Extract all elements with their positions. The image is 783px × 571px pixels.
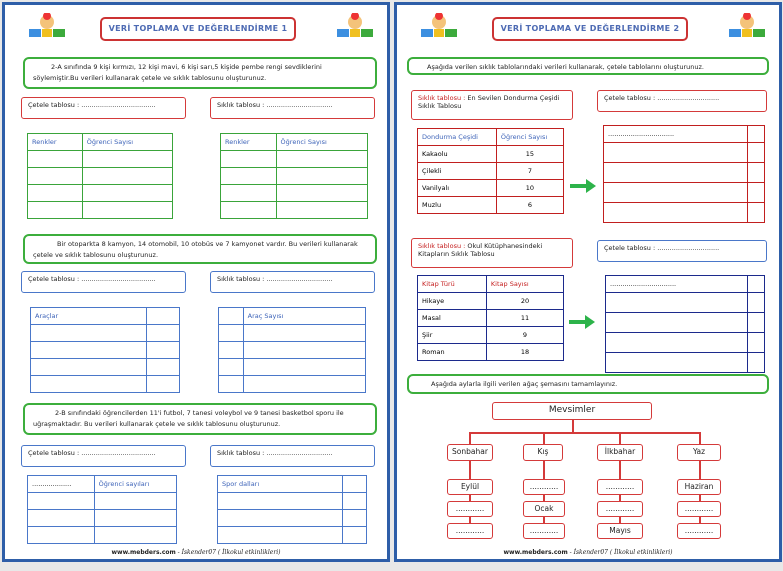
cell[interactable] — [747, 126, 764, 143]
cell[interactable] — [747, 353, 764, 373]
tree-line — [572, 420, 574, 432]
header-kitap-turu: Kitap Türü — [418, 276, 487, 293]
clown-math-icon — [335, 13, 375, 41]
row-label: Kakaolu — [418, 146, 497, 163]
row-value: 10 — [496, 180, 563, 197]
worksheet-page-1 — [2, 2, 390, 562]
cetele-table-2 — [30, 307, 180, 393]
clown-math-icon — [727, 13, 767, 41]
question-3: 2-B sınıfındaki öğrencilerden 11'i futbol, 7 tanesi voleybol ve 9 tanesi basketbol sporu ile uğraşmaktadır. Bu verileri kullanarak çetele ve sıklık tablosunu oluşturunuz. — [23, 403, 377, 435]
row-value: 7 — [496, 163, 563, 180]
cell[interactable] — [31, 342, 147, 359]
row-value: 6 — [496, 197, 563, 214]
month-node[interactable]: ............ — [677, 523, 721, 539]
siklik-label: Sıklık tablosu : ................................ — [210, 271, 375, 293]
cell[interactable] — [218, 527, 343, 544]
month-node[interactable]: ............ — [447, 501, 493, 517]
tree-task: Aşağıda aylarla ilgili verilen ağaç şemasını tamamlayınız. — [407, 374, 769, 394]
cetele-answer-table-2 — [605, 275, 765, 373]
arrow-right-icon — [570, 179, 596, 193]
cell[interactable] — [747, 183, 764, 203]
worksheet-page-2 — [394, 2, 782, 562]
cell[interactable] — [604, 203, 748, 223]
cell[interactable] — [28, 510, 95, 527]
tree-line — [699, 432, 701, 444]
cell[interactable] — [28, 168, 83, 185]
cell[interactable] — [276, 151, 367, 168]
header-arac-sayisi: Araç Sayısı — [243, 308, 365, 325]
siklik-label: Sıklık tablosu : ................................ — [210, 97, 375, 119]
cell[interactable] — [221, 202, 277, 219]
row-label: Vanilyalı — [418, 180, 497, 197]
siklik-label-2 — [411, 238, 573, 268]
siklik-label-1 — [411, 90, 573, 120]
row-value: 11 — [486, 310, 563, 327]
cell[interactable] — [342, 527, 366, 544]
cell[interactable] — [604, 183, 748, 203]
cell[interactable] — [342, 510, 366, 527]
cell[interactable] — [243, 376, 365, 393]
header-ogrenci-sayisi: Öğrenci Sayısı — [82, 134, 172, 151]
clown-math-icon — [27, 13, 67, 41]
tree-line — [543, 432, 545, 444]
cell[interactable] — [219, 376, 244, 393]
cell[interactable] — [147, 325, 180, 342]
cell[interactable] — [28, 493, 95, 510]
cell[interactable] — [221, 151, 277, 168]
cetele-table-1 — [27, 133, 173, 219]
clown-math-icon — [419, 13, 459, 41]
header-renkler: Renkler — [221, 134, 277, 151]
season-node: Kış — [523, 444, 563, 461]
siklik-label-prefix: Sıklık tablosu : — [418, 242, 466, 250]
header-ogrenci-sayilari: Öğrenci sayıları — [94, 476, 176, 493]
cell[interactable] — [147, 359, 180, 376]
season-node: Yaz — [677, 444, 721, 461]
siklik-table-3 — [217, 475, 367, 544]
cetele-label: Çetele tablosu : .................................... — [21, 271, 186, 293]
cell[interactable] — [219, 342, 244, 359]
intro-task: Aşağıda verilen sıklık tablolarındaki verileri kullanarak, çetele tablolarını oluşturunuz. — [407, 57, 769, 75]
cell[interactable] — [28, 185, 83, 202]
cell[interactable] — [276, 168, 367, 185]
cell[interactable] — [219, 308, 244, 325]
cell[interactable] — [243, 342, 365, 359]
cell[interactable] — [747, 203, 764, 223]
header-dondurma-cesidi: Dondurma Çeşidi — [418, 129, 497, 146]
row-label: Çilekli — [418, 163, 497, 180]
cell[interactable] — [276, 202, 367, 219]
cell[interactable] — [82, 168, 172, 185]
cell[interactable] — [94, 510, 176, 527]
header-kitap-sayisi: Kitap Sayısı — [486, 276, 563, 293]
cell[interactable] — [218, 493, 343, 510]
cell[interactable] — [606, 353, 748, 373]
header-araclar: Araçlar — [31, 308, 147, 325]
footer-site[interactable]: www.mebders.com — [503, 549, 568, 556]
cetele-answer-table-1 — [603, 125, 765, 223]
cell[interactable] — [219, 359, 244, 376]
arrow-right-icon — [569, 315, 595, 329]
footer-author: - İskender07 ( İlkokul etkinlikleri) — [569, 549, 673, 556]
cell[interactable] — [31, 376, 147, 393]
cell[interactable] — [82, 185, 172, 202]
month-node[interactable]: ............ — [677, 501, 721, 517]
header-renkler: Renkler — [28, 134, 83, 151]
tree-line — [469, 432, 699, 434]
footer-site[interactable]: www.mebders.com — [111, 549, 176, 556]
header-ogrenci-sayisi: Öğrenci Sayısı — [276, 134, 367, 151]
page-title: VERİ TOPLAMA VE DEĞERLENDİRME 2 — [492, 17, 688, 41]
cetele-table-3 — [27, 475, 177, 544]
month-node[interactable]: ............ — [523, 479, 565, 495]
footer — [5, 549, 387, 556]
dots-cell: ................................ — [604, 126, 748, 143]
cell[interactable] — [606, 313, 748, 333]
cell[interactable] — [747, 293, 764, 313]
cell[interactable] — [606, 293, 748, 313]
row-label: Muzlu — [418, 197, 497, 214]
cell[interactable] — [276, 185, 367, 202]
cetele-label: Çetele tablosu : .............................. — [597, 240, 767, 262]
cell[interactable] — [243, 325, 365, 342]
cell[interactable] — [28, 527, 95, 544]
siklik-label-prefix: Sıklık tablosu : — [418, 94, 466, 102]
cell[interactable] — [94, 527, 176, 544]
month-node: Ocak — [523, 501, 565, 517]
header-blank: ................... — [28, 476, 95, 493]
kitap-table — [417, 275, 564, 361]
cell[interactable] — [147, 308, 180, 325]
cell[interactable] — [747, 163, 764, 183]
dondurma-table — [417, 128, 564, 214]
month-node: Haziran — [677, 479, 721, 495]
row-value: 20 — [486, 293, 563, 310]
cetele-label: Çetele tablosu : .................................... — [21, 97, 186, 119]
cell[interactable] — [342, 493, 366, 510]
question-2: Bir otoparkta 8 kamyon, 14 otomobil, 10 otobüs ve 7 kamyonet vardır. Bu verileri kullanarak çetele ve sıklık tablosunu oluşturunuz. — [23, 234, 377, 264]
siklik-label-text: Okul Kütüphanesindeki Kitapların Sıklık Tablosu — [418, 242, 543, 258]
month-node[interactable]: ............ — [523, 523, 565, 539]
cell[interactable] — [604, 143, 748, 163]
month-node[interactable]: ............ — [597, 479, 643, 495]
header-spor-dallari: Spor dalları — [218, 476, 343, 493]
cell[interactable] — [218, 510, 343, 527]
cell[interactable] — [82, 202, 172, 219]
cell[interactable] — [747, 333, 764, 353]
cell[interactable] — [82, 151, 172, 168]
row-label: Hikaye — [418, 293, 487, 310]
siklik-table-1 — [220, 133, 368, 219]
cell[interactable] — [219, 325, 244, 342]
cell[interactable] — [221, 185, 277, 202]
question-1: 2-A sınıfında 9 kişi kırmızı, 12 kişi mavi, 6 kişi sarı,5 kişide pembe rengi sevdiklerini söylemiştir.Bu verileri kullanarak çetele ve sıklık tablosunu oluşturunuz. — [23, 57, 377, 89]
cell[interactable] — [31, 325, 147, 342]
cell[interactable] — [221, 168, 277, 185]
dots-cell: ................................ — [606, 276, 748, 293]
season-node: Sonbahar — [447, 444, 493, 461]
row-label: Roman — [418, 344, 487, 361]
siklik-table-2 — [218, 307, 366, 393]
footer — [397, 549, 779, 556]
tree-line — [619, 432, 621, 444]
tree-root: Mevsimler — [492, 402, 652, 420]
header-ogrenci-sayisi: Öğrenci Sayısı — [496, 129, 563, 146]
cell[interactable] — [147, 342, 180, 359]
cell[interactable] — [606, 333, 748, 353]
month-node: Eylül — [447, 479, 493, 495]
row-label: Masal — [418, 310, 487, 327]
month-node[interactable]: ............ — [447, 523, 493, 539]
cell[interactable] — [747, 276, 764, 293]
cell[interactable] — [747, 313, 764, 333]
row-value: 18 — [486, 344, 563, 361]
cell[interactable] — [94, 493, 176, 510]
cell[interactable] — [243, 359, 365, 376]
siklik-label: Sıklık tablosu : ................................ — [210, 445, 375, 467]
season-node: İlkbahar — [597, 444, 643, 461]
tree-line — [469, 432, 471, 444]
cell[interactable] — [342, 476, 366, 493]
page-title: VERİ TOPLAMA VE DEĞERLENDİRME 1 — [100, 17, 296, 41]
cetele-label: Çetele tablosu : .............................. — [597, 90, 767, 112]
siklik-label-text: En Sevilen Dondurma Çeşidi Sıklık Tablosu — [418, 94, 560, 110]
cell[interactable] — [28, 151, 83, 168]
footer-author: - İskender07 ( İlkokul etkinlikleri) — [177, 549, 281, 556]
cell[interactable] — [147, 376, 180, 393]
cetele-label: Çetele tablosu : .................................... — [21, 445, 186, 467]
month-node[interactable]: ............ — [597, 501, 643, 517]
row-value: 9 — [486, 327, 563, 344]
cell[interactable] — [31, 359, 147, 376]
cell[interactable] — [747, 143, 764, 163]
row-value: 15 — [496, 146, 563, 163]
month-node: Mayıs — [597, 523, 643, 539]
cell[interactable] — [28, 202, 83, 219]
cell[interactable] — [604, 163, 748, 183]
row-label: Şiir — [418, 327, 487, 344]
